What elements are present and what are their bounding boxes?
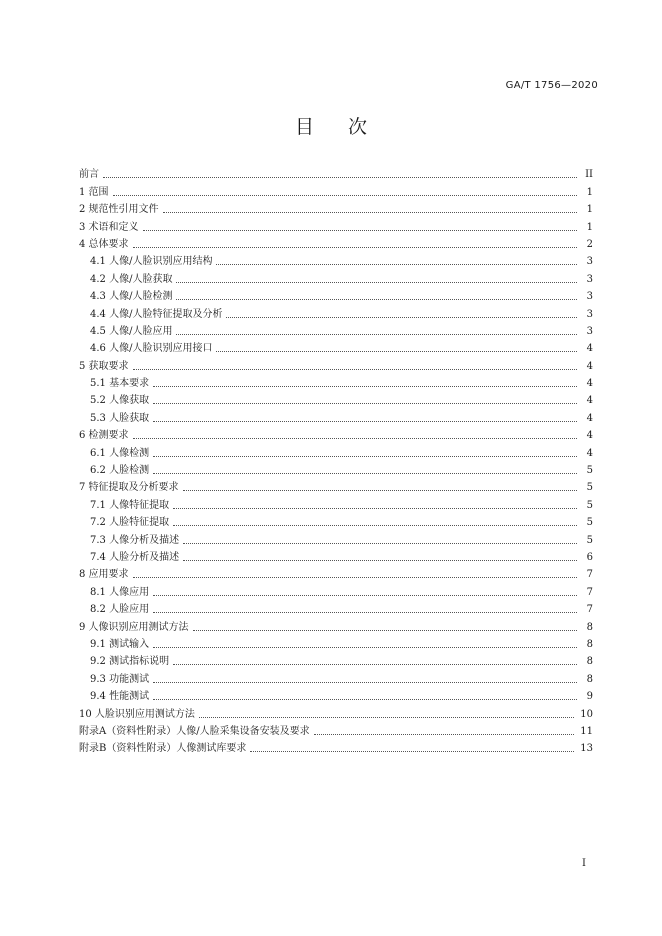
toc-leader-dots xyxy=(193,617,577,631)
toc-entry-label: 1 范围 xyxy=(79,186,109,198)
toc-entry-label: 2 规范性引用文件 xyxy=(79,204,159,216)
toc-leader-dots xyxy=(153,390,577,404)
toc-entry[interactable] xyxy=(79,425,593,442)
toc-leader-dots xyxy=(250,738,574,752)
toc-leader-dots xyxy=(133,234,577,248)
toc-leader-dots xyxy=(216,251,577,265)
toc-leader-dots xyxy=(183,530,577,544)
toc-entry-label: 7.2 人脸特征提取 xyxy=(90,517,170,529)
toc-entry-page: 4 xyxy=(586,343,593,355)
toc-entry-page: 5 xyxy=(586,499,593,511)
toc-entry-page: 4 xyxy=(586,447,593,459)
toc-entry-page: 9 xyxy=(586,691,593,703)
toc-entry[interactable] xyxy=(79,216,593,233)
toc-entry-page: 8 xyxy=(586,673,593,685)
toc-entry[interactable] xyxy=(79,738,593,755)
toc-entry-page: 1 xyxy=(586,204,593,216)
toc-entry[interactable] xyxy=(79,251,593,268)
table-of-contents xyxy=(79,164,593,755)
toc-entry[interactable] xyxy=(79,286,593,303)
toc-leader-dots xyxy=(133,564,577,578)
toc-entry-page: 7 xyxy=(586,586,593,598)
toc-entry[interactable] xyxy=(79,703,593,720)
toc-entry[interactable] xyxy=(79,686,593,703)
toc-entry[interactable] xyxy=(79,512,593,529)
standard-code: GA/T 1756—2020 xyxy=(505,80,598,91)
toc-entry[interactable] xyxy=(79,564,593,581)
toc-entry-label: 8.2 人脸应用 xyxy=(90,604,150,616)
toc-entry-label: 10 人脸识别应用测试方法 xyxy=(79,708,195,720)
toc-entry-page: 10 xyxy=(580,708,593,720)
toc-entry-page: 3 xyxy=(586,325,593,337)
toc-entry-page: 7 xyxy=(586,569,593,581)
toc-entry[interactable] xyxy=(79,234,593,251)
toc-entry-label: 附录B（资料性附录）人像测试库要求 xyxy=(79,743,247,755)
toc-entry-label: 5.2 人像获取 xyxy=(90,395,150,407)
toc-entry-page: 8 xyxy=(586,638,593,650)
toc-leader-dots xyxy=(153,686,577,700)
toc-entry-page: 5 xyxy=(586,517,593,529)
toc-leader-dots xyxy=(314,721,575,735)
toc-entry-page: 3 xyxy=(586,273,593,285)
toc-leader-dots xyxy=(176,269,577,283)
toc-entry-page: 2 xyxy=(586,238,593,250)
toc-entry[interactable] xyxy=(79,547,593,564)
toc-entry[interactable] xyxy=(79,321,593,338)
toc-entry[interactable] xyxy=(79,303,593,320)
toc-entry-label: 7 特征提取及分析要求 xyxy=(79,482,179,494)
toc-entry-page: 8 xyxy=(586,656,593,668)
toc-entry-label: 7.4 人脸分析及描述 xyxy=(90,551,180,563)
toc-entry[interactable] xyxy=(79,529,593,546)
toc-entry[interactable] xyxy=(79,477,593,494)
toc-entry[interactable] xyxy=(79,338,593,355)
toc-entry[interactable] xyxy=(79,668,593,685)
toc-entry-label: 4.2 人像/人脸获取 xyxy=(90,273,173,285)
toc-entry-label: 7.3 人像分析及描述 xyxy=(90,534,180,546)
toc-entry-page: 5 xyxy=(586,534,593,546)
toc-leader-dots xyxy=(153,582,577,596)
toc-leader-dots xyxy=(183,477,577,491)
toc-entry-page: 6 xyxy=(586,551,593,563)
toc-entry-label: 9 人像识别应用测试方法 xyxy=(79,621,189,633)
toc-entry-label: 9.2 测试指标说明 xyxy=(90,656,170,668)
page-title: 目 次 xyxy=(294,116,382,138)
toc-leader-dots xyxy=(226,304,577,318)
toc-leader-dots xyxy=(176,321,577,335)
toc-entry-label: 6 检测要求 xyxy=(79,430,129,442)
toc-entry-label: 4 总体要求 xyxy=(79,238,129,250)
toc-entry[interactable] xyxy=(79,199,593,216)
toc-entry[interactable] xyxy=(79,651,593,668)
toc-entry-page: 1 xyxy=(586,186,593,198)
toc-entry[interactable] xyxy=(79,634,593,651)
toc-entry-label: 5 获取要求 xyxy=(79,360,129,372)
toc-leader-dots xyxy=(163,199,577,213)
toc-entry[interactable] xyxy=(79,721,593,738)
toc-entry[interactable] xyxy=(79,581,593,598)
toc-entry[interactable] xyxy=(79,442,593,459)
toc-entry-label: 9.1 测试输入 xyxy=(90,638,150,650)
toc-entry[interactable] xyxy=(79,407,593,424)
toc-entry[interactable] xyxy=(79,181,593,198)
toc-entry-page: 4 xyxy=(586,378,593,390)
toc-entry-page: 3 xyxy=(586,291,593,303)
toc-entry-label: 9.3 功能测试 xyxy=(90,673,150,685)
toc-entry-page: 5 xyxy=(586,482,593,494)
toc-entry[interactable] xyxy=(79,599,593,616)
toc-entry[interactable] xyxy=(79,268,593,285)
toc-leader-dots xyxy=(103,164,577,178)
toc-entry[interactable] xyxy=(79,164,593,181)
toc-leader-dots xyxy=(173,512,577,526)
toc-entry[interactable] xyxy=(79,373,593,390)
toc-entry-label: 5.3 人脸获取 xyxy=(90,412,150,424)
toc-leader-dots xyxy=(153,408,577,422)
toc-leader-dots xyxy=(173,495,577,509)
toc-entry-label: 6.2 人脸检测 xyxy=(90,465,150,477)
toc-leader-dots xyxy=(173,651,577,665)
toc-entry-label: 3 术语和定义 xyxy=(79,221,139,233)
toc-leader-dots xyxy=(153,599,577,613)
toc-entry-label: 4.1 人像/人脸识别应用结构 xyxy=(90,256,213,268)
toc-entry-page: 13 xyxy=(580,743,593,755)
toc-entry-label: 5.1 基本要求 xyxy=(90,378,150,390)
toc-leader-dots xyxy=(153,460,577,474)
toc-entry[interactable] xyxy=(79,390,593,407)
toc-entry-label: 4.4 人像/人脸特征提取及分析 xyxy=(90,308,223,320)
toc-entry-page: 4 xyxy=(586,412,593,424)
toc-leader-dots xyxy=(176,286,577,300)
toc-leader-dots xyxy=(143,217,577,231)
toc-entry-label: 前言 xyxy=(79,169,99,181)
toc-leader-dots xyxy=(153,373,577,387)
toc-leader-dots xyxy=(133,425,577,439)
toc-leader-dots xyxy=(183,547,577,561)
toc-entry-label: 4.5 人像/人脸应用 xyxy=(90,325,173,337)
toc-entry-page: 5 xyxy=(586,465,593,477)
toc-entry-page: 4 xyxy=(586,360,593,372)
toc-leader-dots xyxy=(113,182,577,196)
toc-entry-page: 3 xyxy=(586,308,593,320)
toc-entry-page: II xyxy=(585,169,593,181)
toc-entry-label: 6.1 人像检测 xyxy=(90,447,150,459)
toc-entry-label: 7.1 人像特征提取 xyxy=(90,499,170,511)
page-number: I xyxy=(582,858,586,869)
toc-leader-dots xyxy=(153,669,577,683)
toc-entry-page: 4 xyxy=(586,430,593,442)
toc-leader-dots xyxy=(216,338,577,352)
toc-entry-label: 8 应用要求 xyxy=(79,569,129,581)
toc-entry-page: 7 xyxy=(586,604,593,616)
toc-entry-page: 11 xyxy=(580,725,593,737)
toc-entry-page: 1 xyxy=(586,221,593,233)
toc-entry-label: 4.6 人像/人脸识别应用接口 xyxy=(90,343,213,355)
toc-entry-page: 4 xyxy=(586,395,593,407)
toc-leader-dots xyxy=(153,634,577,648)
toc-entry[interactable] xyxy=(79,494,593,511)
toc-entry-page: 3 xyxy=(586,256,593,268)
toc-leader-dots xyxy=(199,704,574,718)
toc-entry-label: 9.4 性能测试 xyxy=(90,691,150,703)
toc-entry-label: 4.3 人像/人脸检测 xyxy=(90,291,173,303)
toc-entry[interactable] xyxy=(79,355,593,372)
toc-leader-dots xyxy=(133,356,577,370)
toc-entry-label: 8.1 人像应用 xyxy=(90,586,150,598)
toc-entry[interactable] xyxy=(79,616,593,633)
toc-entry-label: 附录A（资料性附录）人像/人脸采集设备安装及要求 xyxy=(79,725,310,737)
toc-leader-dots xyxy=(153,443,577,457)
toc-entry[interactable] xyxy=(79,460,593,477)
toc-entry-page: 8 xyxy=(586,621,593,633)
